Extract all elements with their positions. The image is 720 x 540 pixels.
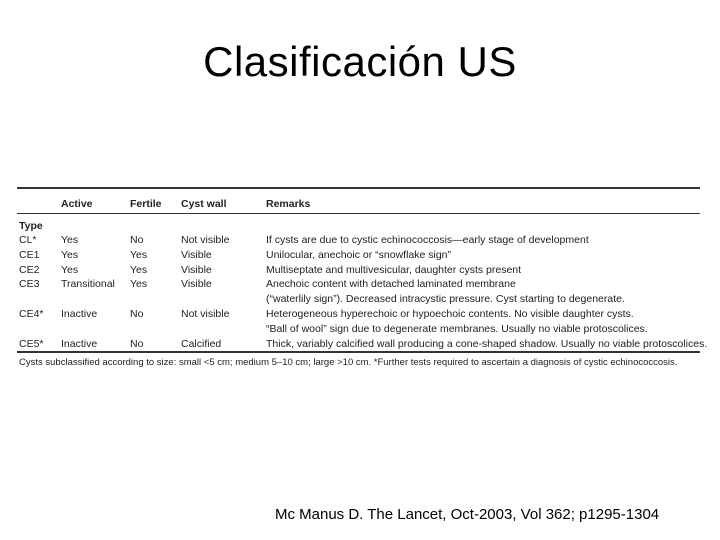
row-remarks: If cysts are due to cystic echinococcosis—early stage of development [266, 234, 589, 246]
row-remarks: Thick, variably calcified wall producing a cone-shaped shadow. Usually no viable protoscolices. [266, 337, 708, 350]
row-remarks: Multiseptate and multivesicular, daughter cysts present [266, 263, 522, 276]
row-fertile: No [130, 337, 144, 350]
row-fertile: No [130, 234, 144, 246]
row-active: Yes [61, 263, 79, 276]
row-cyst-wall: Visible [181, 278, 212, 291]
row-cyst-wall: Visible [181, 263, 212, 276]
row-remarks: Heterogeneous hyperechoic or hypoechoic contents. No visible daughter cysts. [266, 308, 634, 320]
row-type: CE2 [19, 263, 40, 276]
row-cyst-wall: Calcified [181, 337, 222, 350]
row-remarks: Unilocular, anechoic or “snowflake sign” [266, 248, 452, 261]
row-active: Inactive [61, 337, 98, 350]
row-cyst-wall: Visible [181, 248, 212, 261]
row-remarks: Anechoic content with detached laminated membrane [266, 278, 516, 291]
row-remarks: “Ball of wool” sign due to degenerate membranes. Usually no viable protoscolices. [266, 322, 648, 335]
row-type: CE5* [19, 337, 44, 350]
header-remarks: Remarks [266, 198, 311, 210]
citation: Mc Manus D. The Lancet, Oct-2003, Vol 362; p1295-1304 [275, 506, 660, 523]
row-active: Yes [61, 248, 79, 261]
type-label: Type [19, 220, 43, 232]
row-active: Transitional [61, 278, 115, 291]
row-type: CL* [19, 234, 37, 246]
table-footnote: Cysts subclassified according to size: small <5 cm; medium 5–10 cm; large >10 cm. *Further tests required to ascertain a diagnosis of cystic echinococcosis. [19, 357, 678, 368]
row-fertile: Yes [130, 278, 148, 291]
row-cyst-wall: Not visible [181, 308, 230, 320]
header-fertile: Fertile [130, 198, 162, 210]
row-type: CE3 [19, 278, 40, 291]
row-fertile: No [130, 308, 144, 320]
slide-title: Clasificación US [203, 38, 517, 85]
row-active: Yes [61, 234, 79, 246]
table-header-rule [17, 213, 700, 214]
row-cyst-wall: Not visible [181, 234, 230, 246]
header-active: Active [61, 198, 93, 210]
table-top-rule [17, 187, 700, 189]
row-type: CE1 [19, 248, 40, 261]
row-active: Inactive [61, 308, 98, 320]
header-cyst-wall: Cyst wall [181, 198, 227, 210]
row-type: CE4* [19, 308, 44, 320]
row-remarks: (“waterlily sign”). Decreased intracystic pressure. Cyst starting to degenerate. [266, 293, 625, 306]
row-fertile: Yes [130, 248, 148, 261]
table-bottom-rule [17, 351, 700, 353]
row-fertile: Yes [130, 263, 148, 276]
